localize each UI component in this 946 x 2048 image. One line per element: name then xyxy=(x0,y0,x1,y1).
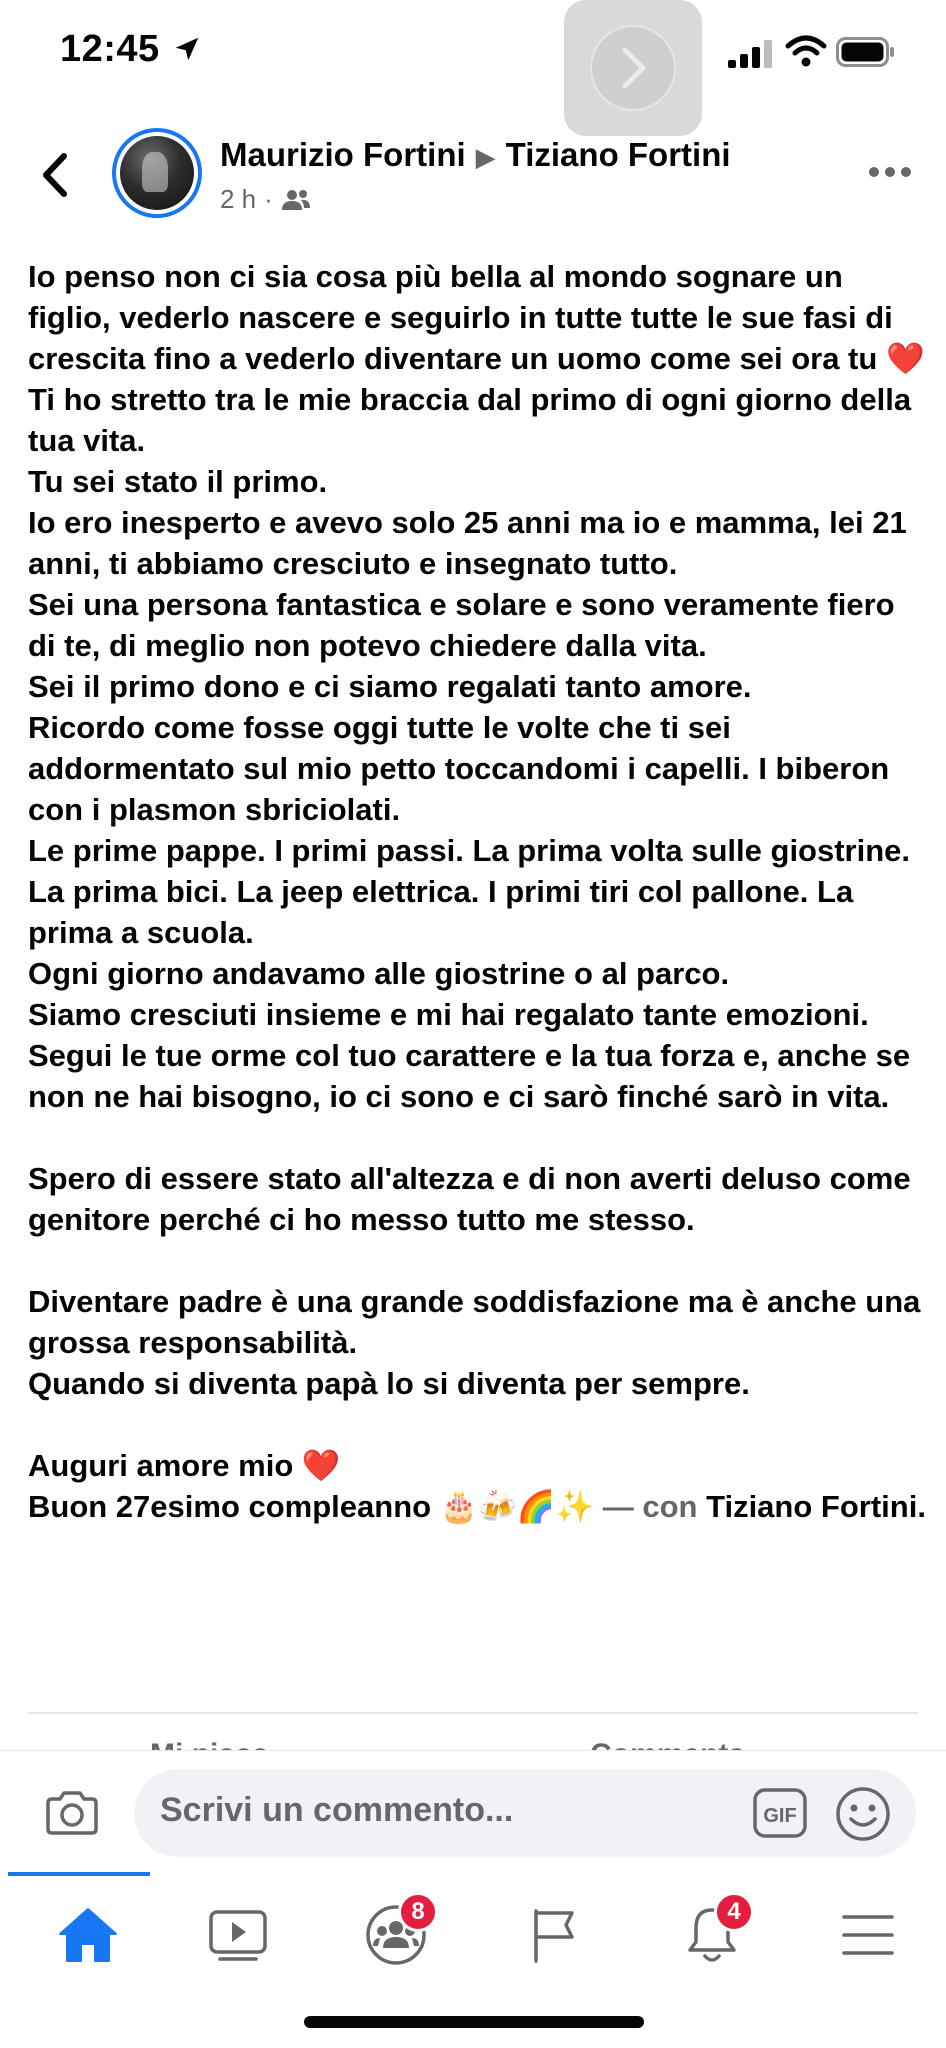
nav-watch[interactable] xyxy=(198,1900,278,1970)
meta-dot: · xyxy=(264,184,273,214)
nav-menu[interactable] xyxy=(828,1900,908,1970)
status-time: 12:45 xyxy=(60,28,160,70)
post-time[interactable]: 2 h xyxy=(220,184,257,214)
picture-in-picture-button[interactable] xyxy=(564,0,702,136)
nav-pages[interactable] xyxy=(514,1900,594,1970)
post-paragraph: Ti ho stretto tra le mie braccia dal primo di ogni giorno della tua vita. xyxy=(28,382,912,458)
nav-notifications[interactable] xyxy=(672,1900,752,1970)
comment-input[interactable] xyxy=(134,1769,916,1857)
post-paragraph: Spero di essere stato all'altezza e di non averti deluso come genitore perché ci ho messo tutto me stesso. xyxy=(28,1161,911,1237)
post-header xyxy=(0,120,946,230)
status-bar xyxy=(0,0,946,110)
notifications-badge: 4 xyxy=(714,1892,754,1932)
gif-icon[interactable] xyxy=(752,1787,808,1839)
post-text xyxy=(28,256,928,1527)
menu-icon xyxy=(840,1911,896,1959)
camera-icon[interactable] xyxy=(44,1789,100,1837)
gif-label: GIF xyxy=(763,1805,797,1827)
post-paragraph: Tu sei stato il primo. xyxy=(28,464,328,499)
active-tab-indicator xyxy=(8,1872,150,1876)
more-options-icon[interactable] xyxy=(868,162,912,182)
video-icon xyxy=(208,1907,268,1963)
post-meta xyxy=(220,184,311,215)
emoji-icon[interactable] xyxy=(834,1785,892,1843)
post-paragraph: Diventare padre è una grande soddisfazione ma è anche una grossa responsabilità. xyxy=(28,1284,921,1360)
heart-emoji: ❤️ xyxy=(885,341,925,376)
post-paragraph: Sei il primo dono e ci siamo regalati tanto amore. xyxy=(28,669,752,704)
cellular-signal-icon xyxy=(728,40,772,68)
post-paragraph: Segui le tue orme col tuo carattere e la tua forza e, anche se non ne hai bisogno, io ci sono e ci sarò finché sarò in vita. xyxy=(28,1038,911,1114)
flag-icon xyxy=(526,1905,582,1965)
friends-icon xyxy=(281,188,311,212)
author-avatar[interactable] xyxy=(112,128,202,218)
battery-icon xyxy=(836,36,896,68)
nav-groups[interactable] xyxy=(356,1900,436,1970)
post-paragraph: Le prime pappe. I primi passi. La prima volta sulle giostrine. La prima bici. La jeep elettrica. I primi tiri col pallone. La prima a scuola. xyxy=(28,833,911,950)
post-paragraph: Ogni giorno andavamo alle giostrine o al parco. xyxy=(28,956,730,991)
post-paragraph: Auguri amore mio ❤️ xyxy=(28,1448,341,1483)
post-paragraph: Quando si diventa papà lo si diventa per sempre. xyxy=(28,1366,750,1401)
author-name-link[interactable]: Maurizio Fortini xyxy=(220,136,466,173)
comment-placeholder: Scrivi un commento... xyxy=(160,1791,514,1829)
heart-emoji: ❤️ xyxy=(301,1448,341,1483)
wifi-icon xyxy=(786,36,826,68)
post-paragraph: Io penso non ci sia cosa più bella al mondo sognare un figlio, vederlo nascere e seguirlo in tutte tutte le sue fasi di crescita fino a vederlo diventare un uomo come sei ora tu ❤️ xyxy=(28,259,925,376)
post-names xyxy=(220,136,731,174)
groups-badge: 8 xyxy=(398,1892,438,1932)
post-paragraph: Buon 27esimo compleanno 🎂🍻🌈✨ — con Tiziano Fortini. xyxy=(28,1489,926,1524)
home-indicator[interactable] xyxy=(304,2016,644,2028)
tagged-person-link[interactable]: Tiziano Fortini xyxy=(706,1489,918,1524)
recipient-arrow: ▶ xyxy=(475,142,496,172)
recipient-name-link[interactable]: Tiziano Fortini xyxy=(505,136,731,173)
location-arrow-icon xyxy=(172,34,202,64)
post-paragraph: Siamo cresciuti insieme e mi hai regalato tante emozioni. xyxy=(28,997,869,1032)
post-actions xyxy=(0,1714,946,1750)
with-label: — con xyxy=(602,1489,698,1524)
post-paragraph: Ricordo come fosse oggi tutte le volte che ti sei addormentato sul mio petto toccandomi i capelli. I biberon con i plasmon sbriciolati. xyxy=(28,710,890,827)
chevron-right-icon xyxy=(613,44,653,92)
comment-bar xyxy=(0,1750,946,1872)
post-paragraph: Sei una persona fantastica e solare e sono veramente fiero di te, di meglio non potevo chiedere dalla vita. xyxy=(28,587,895,663)
nav-home[interactable] xyxy=(48,1900,128,1970)
home-icon xyxy=(57,1906,119,1964)
post-paragraph: Io ero inesperto e avevo solo 25 anni ma io e mamma, lei 21 anni, ti abbiamo cresciuto e insegnato tutto. xyxy=(28,505,907,581)
back-icon[interactable] xyxy=(36,150,76,200)
